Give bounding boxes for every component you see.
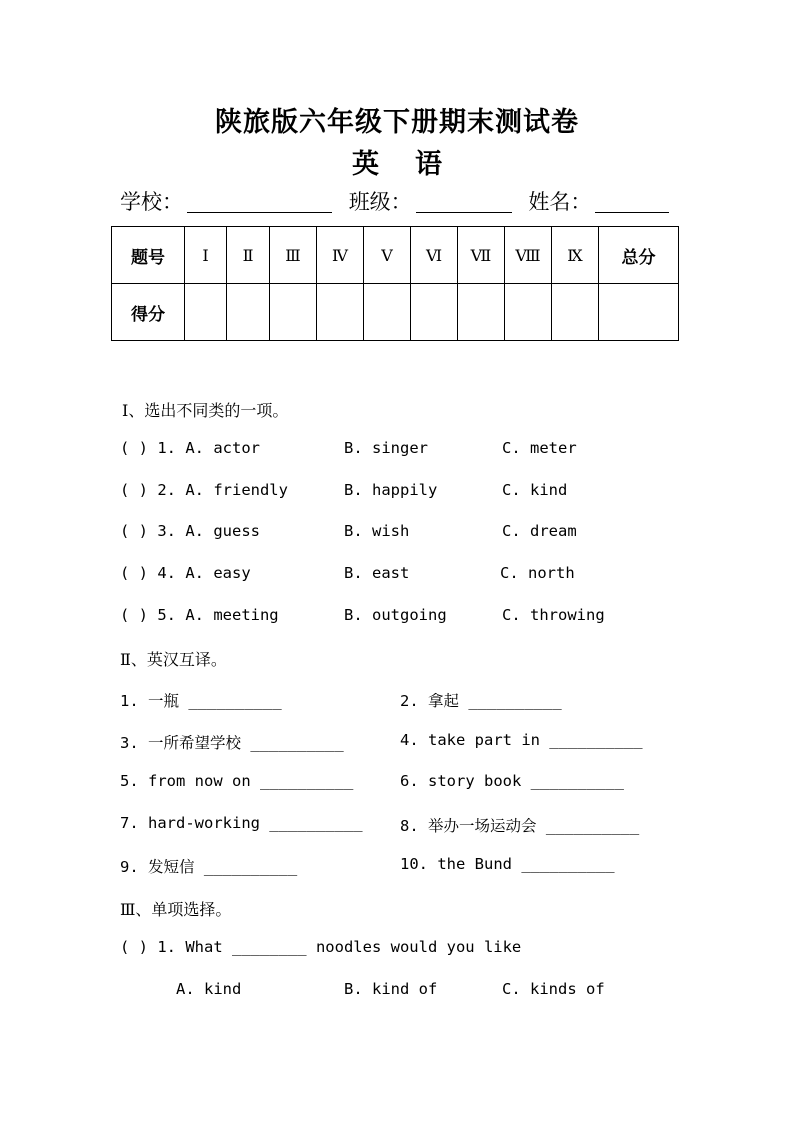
section-2-heading: Ⅱ、英汉互译。 [120,650,227,669]
score-cell[interactable] [505,284,552,341]
score-cell[interactable] [458,284,505,341]
s1-q1-b: B. singer [344,439,428,457]
s3-q1-option-c: C. kinds of [502,980,605,998]
s1-q2-b: B. happily [344,481,438,499]
school-label: 学校： [120,190,183,214]
section-col-3: Ⅲ [270,227,317,284]
section-col-4: Ⅳ [317,227,364,284]
student-info [120,186,669,216]
s1-q1-c: C. meter [502,439,577,457]
s2-q3: 3. 一所希望学校 __________ [120,734,344,752]
s2-q8: 8. 举办一场运动会 __________ [400,817,640,835]
total-score-cell[interactable] [599,284,679,341]
s1-q3-b: B. wish [344,522,410,540]
subject-char-1: 英 [352,149,379,180]
class-field[interactable] [416,190,512,213]
s3-q1-option-b: B. kind of [344,980,438,998]
s1-q3-a: ( ) 3. A. guess [120,522,260,540]
subject-char-2: 语 [415,149,442,180]
s1-q3-c: C. dream [502,522,577,540]
section-col-2: Ⅱ [227,227,270,284]
score-cell[interactable] [185,284,227,341]
question-number-header: 题号 [112,227,185,284]
s1-q4-b: B. east [344,564,410,582]
s1-q5-a: ( ) 5. A. meeting [120,606,279,624]
s2-q2: 2. 拿起 __________ [400,692,562,710]
s2-q6: 6. story book __________ [400,772,624,790]
s2-q4: 4. take part in __________ [400,731,643,749]
name-field[interactable] [595,190,669,213]
s1-q4-a: ( ) 4. A. easy [120,564,251,582]
s1-q2-a: ( ) 2. A. friendly [120,481,288,499]
name-label: 姓名： [528,190,592,214]
score-cell[interactable] [411,284,458,341]
s2-q9: 9. 发短信 __________ [120,858,298,876]
section-3-heading: Ⅲ、单项选择。 [120,900,232,919]
s1-q5-b: B. outgoing [344,606,447,624]
s1-q1-a: ( ) 1. A. actor [120,439,260,457]
exam-subject [0,142,794,181]
section-col-5: Ⅴ [364,227,411,284]
score-table [111,226,679,341]
section-col-6: Ⅵ [411,227,458,284]
class-label: 班级： [348,190,412,214]
s1-q4-c: C. north [500,564,575,582]
score-cell[interactable] [317,284,364,341]
school-field[interactable] [187,190,332,213]
section-col-1: Ⅰ [185,227,227,284]
s2-q7: 7. hard-working __________ [120,814,363,832]
score-cell[interactable] [552,284,599,341]
s3-q1-option-a: A. kind [176,980,242,998]
total-header: 总分 [599,227,679,284]
score-cell[interactable] [270,284,317,341]
s2-q1: 1. 一瓶 __________ [120,692,282,710]
section-col-9: Ⅸ [552,227,599,284]
s2-q10: 10. the Bund __________ [400,855,615,873]
score-cell[interactable] [364,284,411,341]
s1-q5-c: C. throwing [502,606,605,624]
exam-title: 陕旅版六年级下册期末测试卷 [215,107,579,138]
s1-q2-c: C. kind [502,481,568,499]
question-number-row [112,227,679,284]
score-row [112,284,679,341]
score-cell[interactable] [227,284,270,341]
s3-q1: ( ) 1. What ________ noodles would you like [120,938,522,956]
section-1-heading: Ⅰ、选出不同类的一项。 [122,401,289,420]
s2-q5: 5. from now on __________ [120,772,354,790]
score-header: 得分 [112,284,185,341]
section-col-8: Ⅷ [505,227,552,284]
section-col-7: Ⅶ [458,227,505,284]
